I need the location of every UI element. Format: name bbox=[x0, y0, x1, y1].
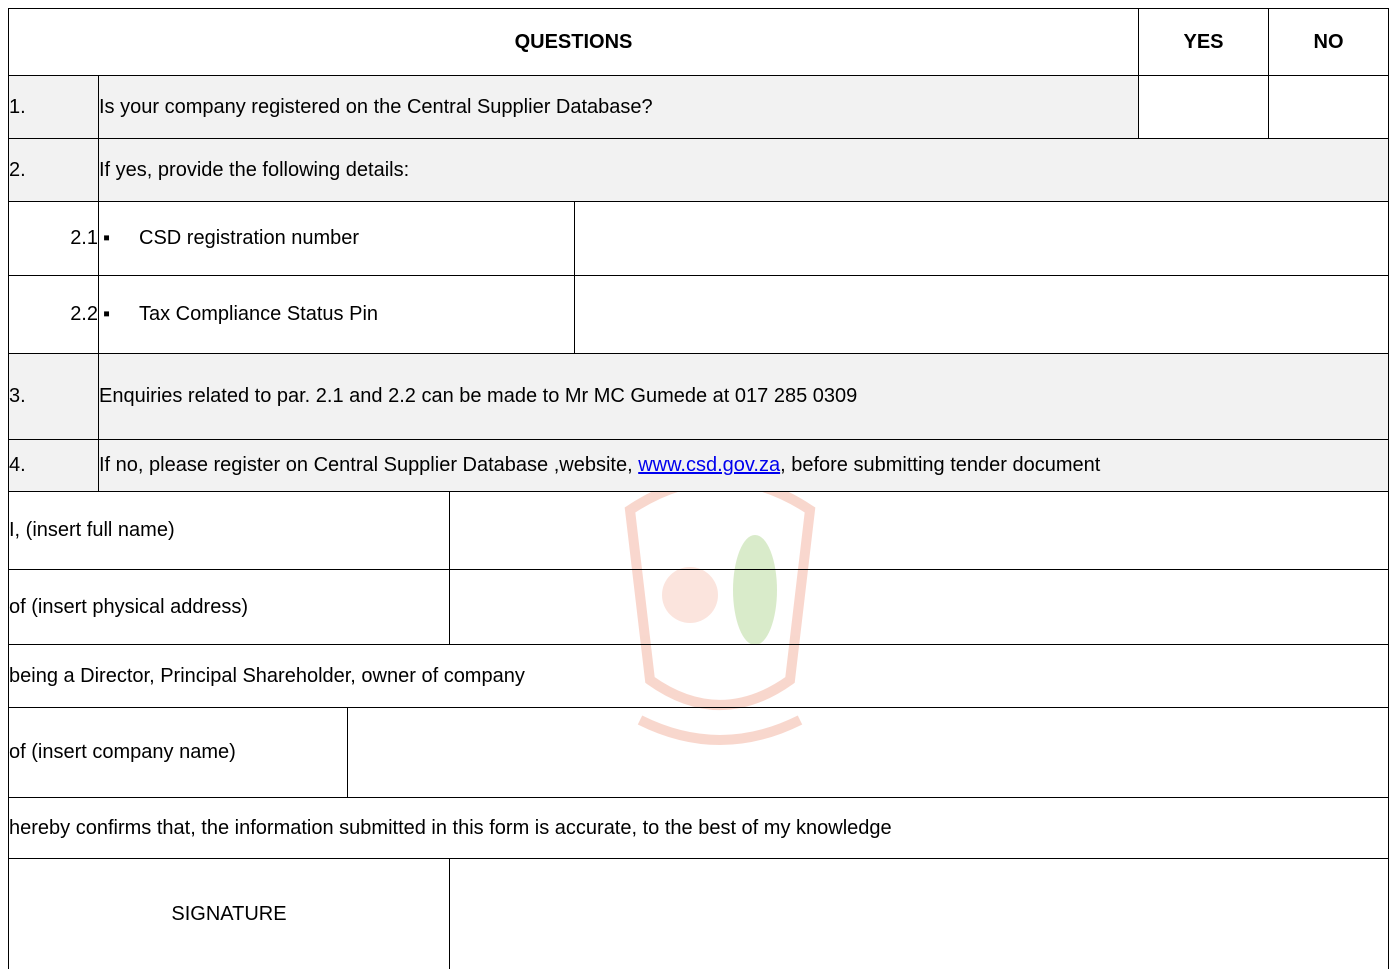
csd-registration-number-field[interactable] bbox=[574, 201, 1389, 276]
question-2-1-number: 2.1 bbox=[8, 201, 99, 276]
question-4-number: 4. bbox=[8, 439, 99, 492]
question-2-number: 2. bbox=[8, 138, 99, 202]
full-name-field[interactable] bbox=[449, 491, 1389, 570]
director-statement: being a Director, Principal Shareholder, owner of company bbox=[8, 644, 1389, 708]
question-2-1-label bbox=[98, 201, 575, 276]
bullet-icon: ▪ bbox=[103, 227, 111, 249]
company-name-label: of (insert company name) bbox=[8, 707, 348, 798]
questions-header: QUESTIONS bbox=[8, 8, 1139, 76]
question-3-number: 3. bbox=[8, 353, 99, 440]
question-1-no-box[interactable] bbox=[1268, 75, 1389, 139]
company-name-field[interactable] bbox=[347, 707, 1389, 798]
bullet-icon: ▪ bbox=[103, 303, 111, 325]
question-2-2-number: 2.2 bbox=[8, 275, 99, 354]
question-2-text: If yes, provide the following details: bbox=[98, 138, 1389, 202]
question-1-yes-box[interactable] bbox=[1138, 75, 1269, 139]
signature-label: SIGNATURE bbox=[8, 858, 450, 969]
question-4-text-end: , before submitting tender document bbox=[780, 454, 1101, 476]
question-1-number: 1. bbox=[8, 75, 99, 139]
question-3-text: Enquiries related to par. 2.1 and 2.2 can be made to Mr MC Gumede at 017 285 0309 bbox=[98, 353, 1389, 440]
question-1-text: Is your company registered on the Central Supplier Database? bbox=[98, 75, 1139, 139]
full-name-label: I, (insert full name) bbox=[8, 491, 450, 570]
tax-compliance-pin-field[interactable] bbox=[574, 275, 1389, 354]
no-header: NO bbox=[1268, 8, 1389, 76]
csd-registration-label: CSD registration number bbox=[139, 227, 360, 249]
signature-field[interactable] bbox=[449, 858, 1389, 969]
confirmation-statement: hereby confirms that, the information submitted in this form is accurate, to the best of my knowledge bbox=[8, 797, 1389, 859]
yes-header: YES bbox=[1138, 8, 1269, 76]
physical-address-label: of (insert physical address) bbox=[8, 569, 450, 645]
tax-compliance-label: Tax Compliance Status Pin bbox=[139, 303, 379, 325]
question-2-2-label bbox=[98, 275, 575, 354]
question-4-text-start: If no, please register on Central Supplier Database ,website, bbox=[99, 454, 639, 476]
question-4-text bbox=[98, 439, 1389, 492]
csd-website-link[interactable]: www.csd.gov.za bbox=[638, 454, 781, 476]
physical-address-field[interactable] bbox=[449, 569, 1389, 645]
